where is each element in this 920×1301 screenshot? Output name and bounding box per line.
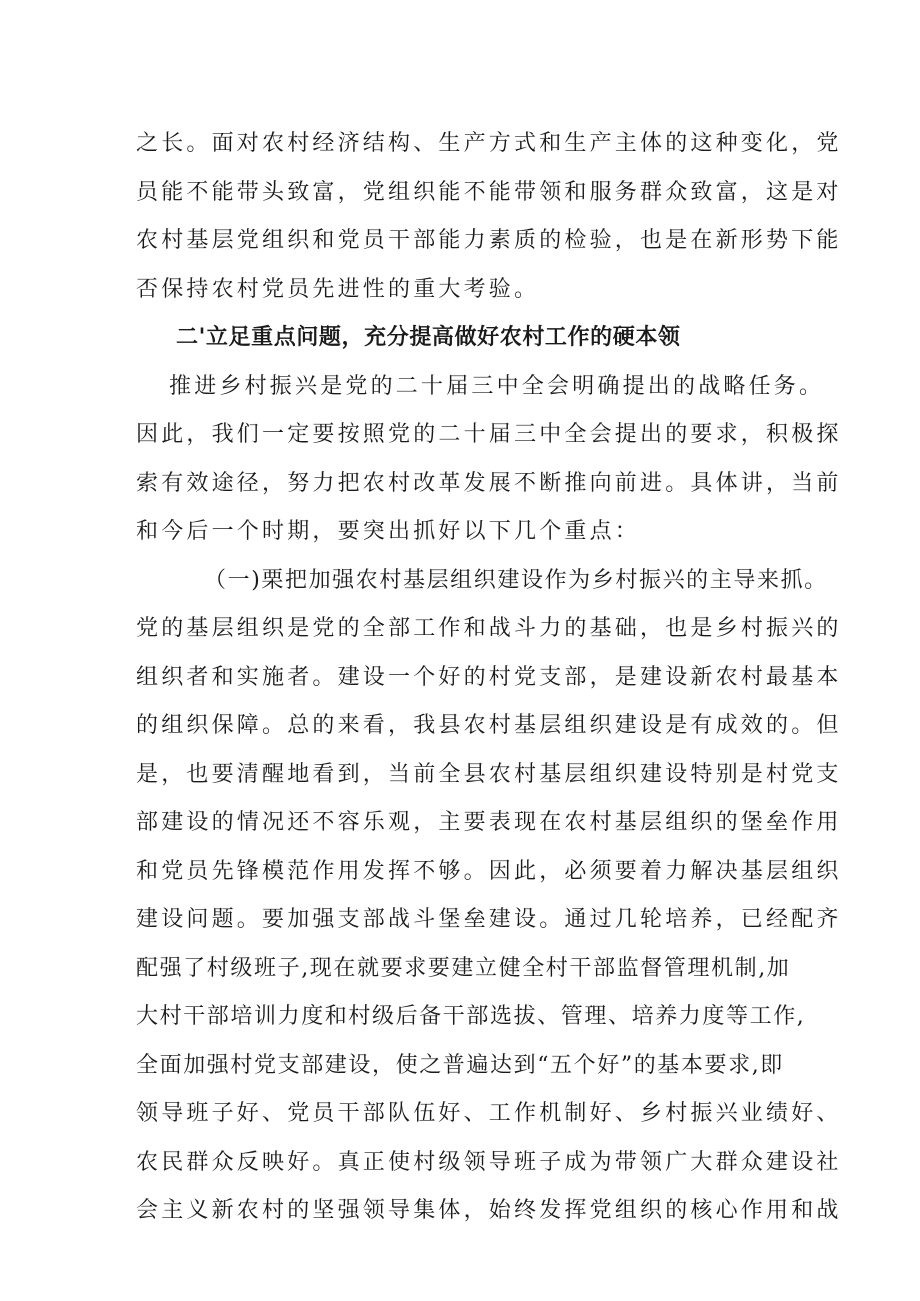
text-line: 大村干部培训力度和村级后备干部选拔、管理、培养力度等工作, xyxy=(136,1004,806,1029)
text-line: 推进乡村振兴是党的二十届三中全会明确提出的战略任务。 xyxy=(169,373,825,399)
text-line: 否保持农村党员先进性的重大考验。 xyxy=(136,276,540,302)
text-line: 和今后一个时期，要突出抓好以下几个重点： xyxy=(136,519,641,544)
text-line: 组织者和实施者。建设一个好的村党支部，是建设新农村最基本 xyxy=(136,664,842,690)
text-line: 部建设的情况还不容乐观，主要表现在农村基层组织的堡垒作用 xyxy=(136,810,842,835)
text-line: 索有效途径，努力把农村改革发展不断推向前进。具体讲，当前 xyxy=(136,470,842,496)
text-line: 因此，我们一定要按照党的二十届三中全会提出的要求，积极探 xyxy=(136,422,842,447)
text-line: 和党员先锋模范作用发挥不够。因此，必须要着力解决基层组织 xyxy=(136,858,842,884)
text-line: 员能不能带头致富，党组织能不能带领和服务群众致富，这是对 xyxy=(136,179,842,205)
body-text xyxy=(136,120,842,1236)
text-line: 领导班子好、党员干部队伍好、工作机制好、乡村振兴业绩好、 xyxy=(136,1101,842,1126)
text-line: 党的基层组织是党的全部工作和战斗力的基础，也是乡村振兴的 xyxy=(136,616,842,641)
text-line: 建设问题。要加强支部战斗堡垒建设。通过几轮培养，已经配齐 xyxy=(136,907,842,932)
section-heading: 二'立足重点问题，充分提高做好农村工作的硬本领 xyxy=(176,325,681,350)
text-line: 农民群众反映好。真正使村级领导班子成为带领广大群众建设社 xyxy=(136,1149,842,1175)
text-line: 农村基层党组织和党员干部能力素质的检验，也是在新形势下能 xyxy=(136,228,842,253)
text-line: 会主义新农村的坚强领导集体，始终发挥党组织的核心作用和战 xyxy=(136,1198,842,1223)
subsection-heading: （一)栗把加强农村基层组织建设作为乡村振兴的主导来抓。 xyxy=(204,567,828,593)
text-line: 之长。面对农村经济结构、生产方式和生产主体的这种变化，党 xyxy=(136,131,842,156)
text-line: 配强了村级班子,现在就要求要建立健全村干部监督管理机制,加 xyxy=(136,955,791,981)
text-line: 的组织保障。总的来看，我县农村基层组织建设是有成效的。但 xyxy=(136,713,842,738)
text-line: 是，也要清醒地看到，当前全县农村基层组织建设特别是村党支 xyxy=(136,761,842,787)
text-line: 全面加强村党支部建设，使之普遍达到“五个好”的基本要求,即 xyxy=(136,1052,784,1078)
